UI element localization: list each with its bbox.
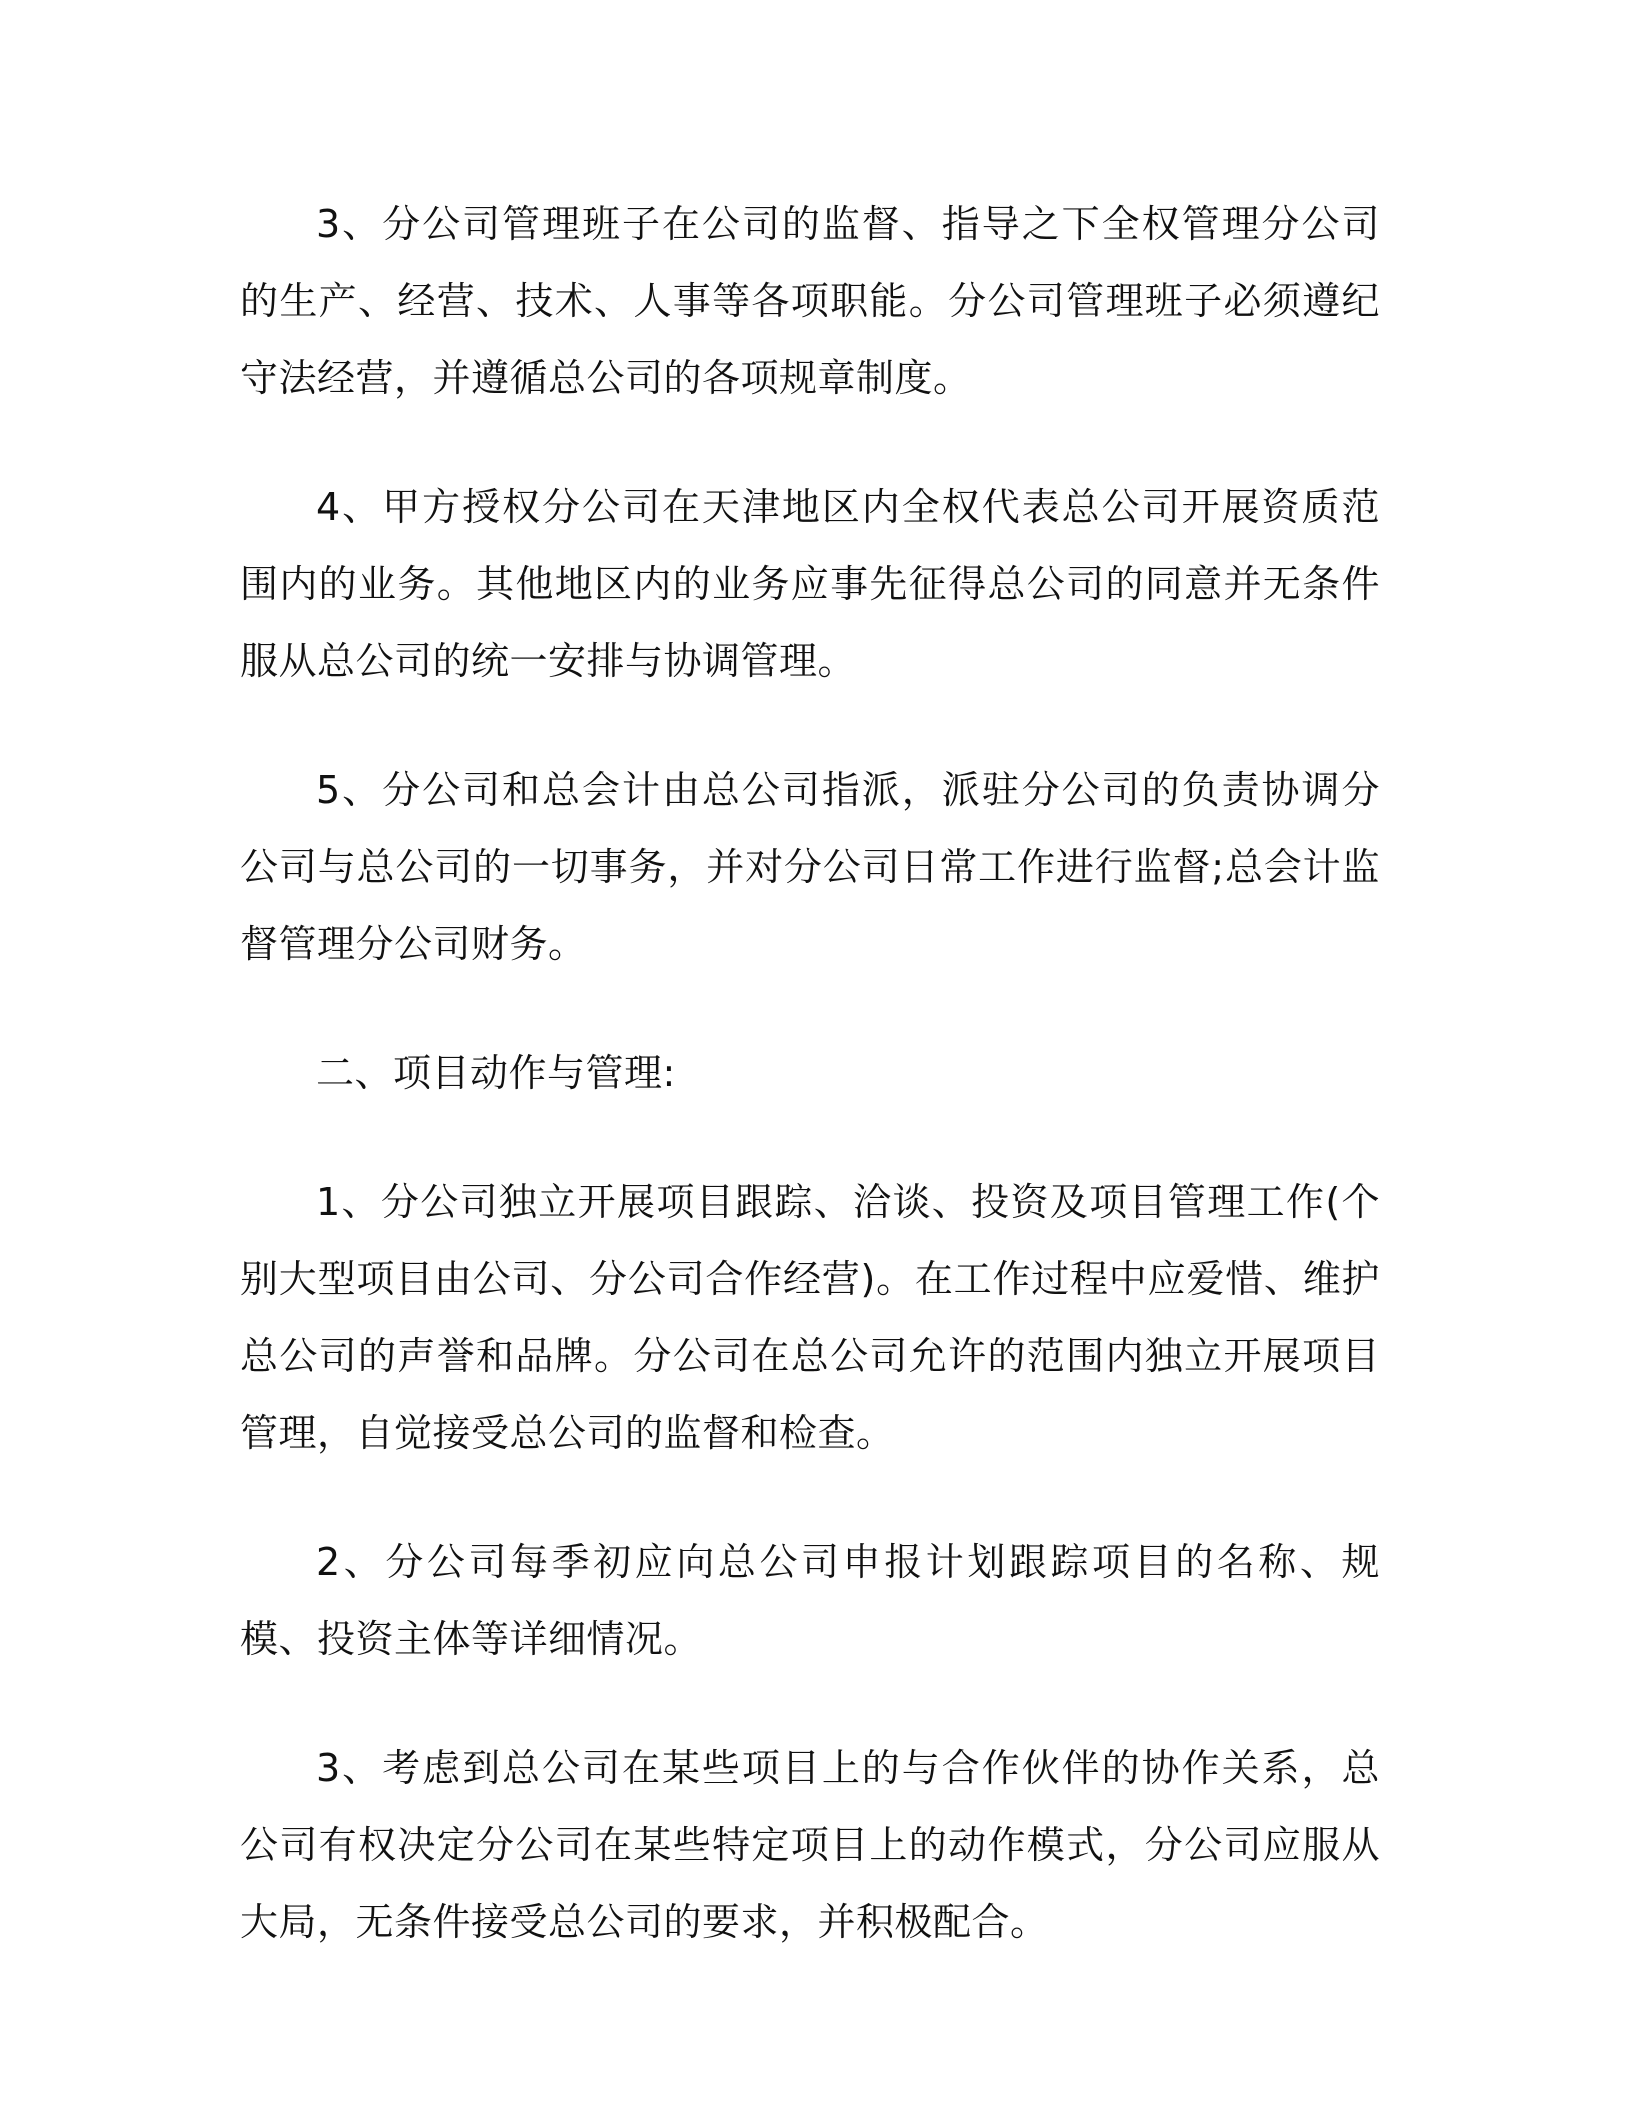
paragraph-item-1: 1、分公司独立开展项目跟踪、洽谈、投资及项目管理工作(个别大型项目由公司、分公司合作经营)。在工作过程中应爱惜、维护总公司的声誉和品牌。分公司在总公司允许的范围内独立开展项目管理，自觉接受总公司的监督和检查。 — [240, 1180, 1380, 1455]
paragraph-clause-4: 4、甲方授权分公司在天津地区内全权代表总公司开展资质范围内的业务。其他地区内的业务应事先征得总公司的同意并无条件服从总公司的统一安排与协调管理。 — [240, 485, 1380, 683]
section-heading: 二、项目动作与管理: — [316, 1051, 676, 1095]
paragraph-clause-3: 3、分公司管理班子在公司的监督、指导之下全权管理分公司的生产、经营、技术、人事等各项职能。分公司管理班子必须遵纪守法经营，并遵循总公司的各项规章制度。 — [240, 202, 1380, 400]
paragraph-item-2: 2、分公司每季初应向总公司申报计划跟踪项目的名称、规模、投资主体等详细情况。 — [240, 1540, 1380, 1661]
paragraph-item-3: 3、考虑到总公司在某些项目上的与合作伙伴的协作关系，总公司有权决定分公司在某些特定项目上的动作模式，分公司应服从大局，无条件接受总公司的要求，并积极配合。 — [240, 1746, 1380, 1944]
document-body — [240, 186, 1380, 2013]
paragraph-clause-5: 5、分公司和总会计由总公司指派，派驻分公司的负责协调分公司与总公司的一切事务，并对分公司日常工作进行监督;总会计监督管理分公司财务。 — [240, 768, 1380, 966]
